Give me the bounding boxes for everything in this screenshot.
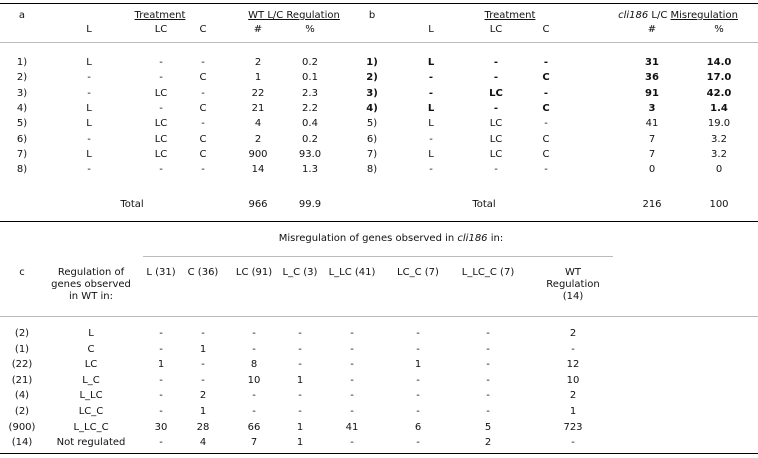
- mid-rule: [0, 221, 758, 222]
- wt-header-line1: WT: [565, 267, 581, 278]
- table-c-row-count: (2): [14, 406, 30, 417]
- table-b-cell-pct: 3.2: [711, 149, 727, 160]
- table-b-cell-id: 6): [366, 134, 378, 145]
- table-a-cell-L: L: [86, 57, 92, 68]
- table-c-cell: -: [350, 390, 354, 401]
- table-c-cell: -: [159, 406, 163, 417]
- table-c-cell: -: [252, 406, 256, 417]
- table-c-cell: -: [159, 375, 163, 386]
- table-c-cell: -: [252, 390, 256, 401]
- table-a-cell-L: -: [87, 72, 91, 83]
- table-b-cell-num: 0: [648, 164, 656, 175]
- table-b-total-num: 216: [642, 199, 662, 210]
- table-c-wt-header: [546, 267, 599, 303]
- table-c-row-count: (14): [11, 437, 33, 448]
- table-a-total-num: 966: [248, 199, 268, 210]
- table-b-total-label: Total: [472, 199, 496, 210]
- reg-header-line1: Regulation of: [57, 267, 125, 278]
- table-c-cell: -: [416, 406, 420, 417]
- table-c-col-header: L (31): [146, 267, 176, 278]
- table-c-cell: -: [252, 328, 256, 339]
- table-c-cell: -: [298, 344, 302, 355]
- table-c-col-header: LC (91): [235, 267, 273, 278]
- table-a-cell-pct: 1.3: [302, 164, 318, 175]
- table-b-cell-LC: LC: [489, 149, 503, 160]
- table-c-cell: 2: [569, 390, 577, 401]
- table-b-cell-C: -: [543, 57, 549, 68]
- table-c-row-regulation: Not regulated: [56, 437, 126, 448]
- table-a-cell-C: -: [201, 164, 205, 175]
- table-c-cell: -: [416, 328, 420, 339]
- table-b-cell-id: 5): [366, 118, 378, 129]
- table-a-cell-num: 2: [254, 134, 262, 145]
- table-b-cell-pct: 3.2: [711, 134, 727, 145]
- mutant-name: cli186: [618, 10, 649, 21]
- table-b-cell-pct: 0: [715, 164, 723, 175]
- table-b-total-pct: 100: [709, 199, 729, 210]
- table-c-cell: 4: [199, 437, 207, 448]
- table-b-col-pct: %: [714, 24, 724, 35]
- table-c-cell: 41: [345, 422, 359, 433]
- table-b-cell-id: 1): [366, 57, 378, 68]
- table-a-cell-id: 7): [16, 149, 28, 160]
- table-a-cell-LC: LC: [154, 134, 168, 145]
- table-c-cell: -: [201, 328, 205, 339]
- table-c-cell: -: [201, 375, 205, 386]
- table-c-row-count: (22): [11, 359, 33, 370]
- table-b-cell-id: 8): [366, 164, 378, 175]
- table-c-cell: -: [416, 344, 420, 355]
- table-b-cell-id: 4): [366, 103, 378, 114]
- table-a-cell-C: C: [199, 149, 207, 160]
- table-c-col-header: L_LC_C (7): [461, 267, 515, 278]
- mis-suffix: Misregulation: [670, 10, 738, 21]
- table-c-cell: -: [350, 375, 354, 386]
- table-c-cell: 66: [247, 422, 261, 433]
- wt-header-line2: Regulation: [546, 279, 600, 290]
- table-c-cell: -: [298, 390, 302, 401]
- table-c-cell: 1: [157, 359, 165, 370]
- table-a-cell-id: 6): [16, 134, 28, 145]
- table-c-cell: -: [159, 437, 163, 448]
- table-c-cell: -: [486, 406, 490, 417]
- table-c-cell: -: [159, 328, 163, 339]
- table-b-col-LC: LC: [489, 24, 503, 35]
- table-c-cell: -: [350, 437, 354, 448]
- table-c-cell: 12: [566, 359, 580, 370]
- table-a-col-LC: LC: [154, 24, 168, 35]
- table-a-cell-num: 21: [251, 103, 265, 114]
- table-a-cell-num: 1: [254, 72, 262, 83]
- table-a-cell-C: C: [199, 103, 207, 114]
- table-c-cell: 5: [484, 422, 492, 433]
- table-a-cell-L: -: [87, 134, 91, 145]
- table-c-label: c: [19, 267, 25, 278]
- table-c-row-regulation: C: [87, 344, 95, 355]
- table-c-cell: 28: [196, 422, 210, 433]
- table-b-cell-num: 91: [645, 88, 659, 99]
- table-b-cell-num: 36: [645, 72, 659, 83]
- table-a-cell-num: 22: [251, 88, 265, 99]
- table-c-cell: -: [350, 359, 354, 370]
- table-a-cell-pct: 2.3: [302, 88, 318, 99]
- table-b-cell-pct: 17.0: [706, 72, 732, 83]
- table-c-cell: -: [486, 375, 490, 386]
- table-c-row-count: (2): [14, 328, 30, 339]
- table-a-cell-id: 2): [16, 72, 28, 83]
- table-a-regulation-header: WT L/C Regulation: [248, 10, 340, 21]
- table-b-treatment-header: Treatment: [484, 10, 536, 21]
- table-a-col-num: #: [253, 24, 263, 35]
- table-a-cell-C: C: [199, 134, 207, 145]
- table-b-cell-num: 7: [648, 149, 656, 160]
- table-a-cell-C: -: [201, 118, 205, 129]
- table-b-label: b: [368, 10, 376, 21]
- table-a-cell-L: -: [87, 164, 91, 175]
- table-c-cell: 1: [199, 344, 207, 355]
- table-c-cell: 1: [199, 406, 207, 417]
- table-b-cell-C: -: [544, 164, 548, 175]
- table-c-cell: -: [350, 328, 354, 339]
- table-a-cell-pct: 0.4: [302, 118, 318, 129]
- table-c-cell: 1: [414, 359, 422, 370]
- table-c-title-mutant: cli186: [457, 233, 488, 244]
- table-b-cell-num: 3: [648, 103, 656, 114]
- table-b-cell-LC: -: [494, 164, 498, 175]
- table-b-cell-LC: -: [493, 57, 499, 68]
- table-a-cell-LC: -: [159, 103, 163, 114]
- table-b-misregulation-header: [618, 10, 738, 22]
- table-b-cell-L: L: [428, 149, 434, 160]
- table-b-cell-C: C: [542, 103, 550, 114]
- table-a-cell-C: -: [201, 57, 205, 68]
- table-c-cell: 1: [296, 437, 304, 448]
- table-c-cell: -: [486, 359, 490, 370]
- table-c-cell: 7: [250, 437, 258, 448]
- table-c-cell: 2: [199, 390, 207, 401]
- table-b-cell-L: -: [428, 72, 434, 83]
- table-b-cell-C: C: [542, 149, 550, 160]
- table-c-cell: -: [201, 359, 205, 370]
- table-b-cell-LC: -: [493, 72, 499, 83]
- table-a-cell-pct: 0.2: [302, 134, 318, 145]
- table-b-cell-C: C: [542, 72, 550, 83]
- table-a-col-C: C: [199, 24, 207, 35]
- table-a-cell-id: 8): [16, 164, 28, 175]
- table-c-cell: -: [486, 344, 490, 355]
- table-a-cell-L: L: [86, 103, 92, 114]
- table-c-col-header: LC_C (7): [397, 267, 439, 278]
- table-b-cell-id: 2): [366, 72, 378, 83]
- table-c-cell: -: [350, 406, 354, 417]
- table-b-cell-num: 31: [645, 57, 659, 68]
- table-b-cell-id: 3): [366, 88, 378, 99]
- wt-header-line3: (14): [562, 291, 584, 302]
- table-b-cell-pct: 19.0: [707, 118, 731, 129]
- table-b-cell-LC: -: [493, 103, 499, 114]
- table-b-cell-C: -: [543, 88, 549, 99]
- table-c-cell: 1: [296, 375, 304, 386]
- table-c-cell: -: [571, 437, 575, 448]
- table-c-row-regulation: L_LC: [79, 390, 103, 401]
- table-a-cell-num: 2: [254, 57, 262, 68]
- table-a-total-label: Total: [120, 199, 144, 210]
- table-a-col-pct: %: [305, 24, 315, 35]
- table-b-cell-num: 41: [645, 118, 659, 129]
- table-a-cell-LC: -: [159, 57, 163, 68]
- table-c-cell: 6: [414, 422, 422, 433]
- table-a-cell-L: -: [87, 88, 91, 99]
- table-c-row-regulation: L_C: [82, 375, 100, 386]
- table-a-cell-LC: -: [159, 72, 163, 83]
- table-b-cell-L: -: [429, 134, 433, 145]
- table-a-cell-id: 3): [16, 88, 28, 99]
- table-c-cell: -: [416, 390, 420, 401]
- top-rule: [0, 3, 758, 4]
- table-c-cell: 8: [250, 359, 258, 370]
- table-a-label: a: [18, 10, 26, 21]
- table-b-cell-C: C: [542, 134, 550, 145]
- table-c-cell: -: [252, 344, 256, 355]
- table-a-total-pct: 99.9: [298, 199, 322, 210]
- table-c-cell: 2: [484, 437, 492, 448]
- table-b-cell-num: 7: [648, 134, 656, 145]
- table-c-cell: -: [416, 375, 420, 386]
- table-a-treatment-header: Treatment: [134, 10, 186, 21]
- table-c-cell: 10: [247, 375, 261, 386]
- table-a-cell-LC: LC: [154, 149, 168, 160]
- table-a-cell-pct: 93.0: [298, 149, 322, 160]
- table-c-row-regulation: LC_C: [78, 406, 104, 417]
- header-rule: [0, 42, 758, 43]
- table-b-cell-LC: LC: [489, 118, 503, 129]
- table-c-row-count: (900): [8, 422, 36, 433]
- table-a-cell-L: L: [86, 149, 92, 160]
- table-c-row-count: (4): [14, 390, 30, 401]
- table-a-cell-LC: LC: [154, 118, 168, 129]
- table-a-cell-pct: 2.2: [302, 103, 318, 114]
- table-b-cell-pct: 1.4: [710, 103, 728, 114]
- table-c-cell: 10: [566, 375, 580, 386]
- table-c-cell: -: [571, 344, 575, 355]
- bottom-rule: [0, 453, 758, 454]
- table-c-row-regulation: L_LC_C: [73, 422, 109, 433]
- table-c-title-rule: [143, 256, 613, 257]
- table-b-cell-LC: LC: [489, 134, 503, 145]
- table-b-cell-L: L: [428, 118, 434, 129]
- table-c-cell: -: [159, 390, 163, 401]
- table-a-cell-C: -: [201, 88, 205, 99]
- table-c-col-header: L_C (3): [282, 267, 318, 278]
- table-c-cell: 1: [569, 406, 577, 417]
- reg-header-line2: genes observed: [51, 279, 131, 290]
- table-b-cell-L: L: [427, 57, 435, 68]
- table-a-cell-L: L: [86, 118, 92, 129]
- table-a-cell-id: 1): [16, 57, 28, 68]
- table-c-cell: 1: [296, 422, 304, 433]
- table-b-col-C: C: [542, 24, 550, 35]
- table-b-cell-pct: 42.0: [706, 88, 732, 99]
- mis-mid: L/C: [648, 10, 671, 21]
- table-c-title: [279, 233, 503, 245]
- table-c-row-regulation: L: [88, 328, 94, 339]
- table-c-cell: -: [416, 437, 420, 448]
- table-a-cell-num: 14: [251, 164, 265, 175]
- table-b-col-L: L: [428, 24, 434, 35]
- table-c-cell: -: [159, 344, 163, 355]
- table-b-cell-L: -: [429, 164, 433, 175]
- table-a-cell-num: 4: [254, 118, 262, 129]
- table-b-cell-id: 7): [366, 149, 378, 160]
- table-c-col-header: C (36): [187, 267, 219, 278]
- table-a-cell-pct: 0.1: [302, 72, 318, 83]
- table-c-row-count: (21): [11, 375, 33, 386]
- table-c-cell: -: [298, 406, 302, 417]
- table-a-cell-num: 900: [248, 149, 268, 160]
- table-c-cell: -: [350, 344, 354, 355]
- table-c-row-regulation: LC: [84, 359, 98, 370]
- table-c-cell: 30: [154, 422, 168, 433]
- table-c-cell: -: [298, 328, 302, 339]
- table-b-cell-C: -: [544, 118, 548, 129]
- table-a-cell-id: 5): [16, 118, 28, 129]
- table-c-row-count: (1): [14, 344, 30, 355]
- table-a-cell-LC: -: [159, 164, 163, 175]
- table-c-title-prefix: Misregulation of genes observed in: [278, 233, 458, 244]
- table-c-regulation-header: [51, 267, 131, 303]
- table-c-cell: -: [298, 359, 302, 370]
- table-a-cell-pct: 0.2: [302, 57, 318, 68]
- table-c-cell: 2: [569, 328, 577, 339]
- table-b-cell-L: -: [428, 88, 434, 99]
- table-a-cell-C: C: [199, 72, 207, 83]
- table-c-col-header: L_LC (41): [328, 267, 376, 278]
- table-c-cell: -: [486, 328, 490, 339]
- table-a-cell-id: 4): [16, 103, 28, 114]
- table-b-cell-L: L: [427, 103, 435, 114]
- reg-header-line3: in WT in:: [69, 291, 113, 302]
- table-b-col-num: #: [647, 24, 657, 35]
- table-c-title-suffix: in:: [487, 233, 504, 244]
- table-c-cell: 723: [563, 422, 583, 433]
- table-b-cell-pct: 14.0: [706, 57, 732, 68]
- table-a-cell-LC: LC: [154, 88, 168, 99]
- table-b-cell-LC: LC: [489, 88, 503, 99]
- table-a-col-L: L: [86, 24, 92, 35]
- table-c-header-rule: [0, 316, 758, 317]
- table-c-cell: -: [486, 390, 490, 401]
